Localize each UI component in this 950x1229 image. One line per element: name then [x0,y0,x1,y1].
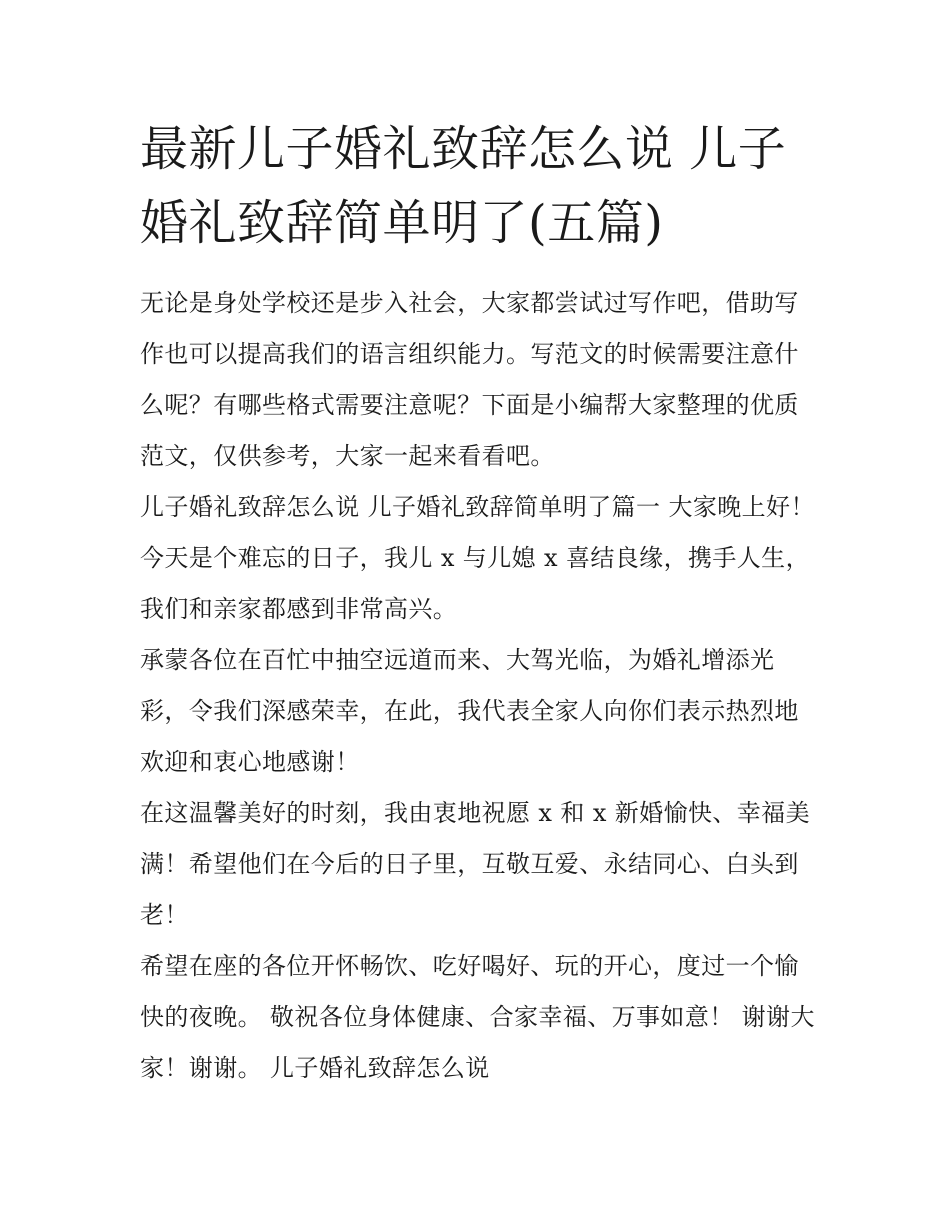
paragraph-intro: 无论是身处学校还是步入社会，大家都尝试过写作吧，借助写作也可以提高我们的语言组织能力。写范文的时候需要注意什么呢？有哪些格式需要注意呢？下面是小编帮大家整理的优质范文，仅供参考，大家一起来看看吧。 [140,289,799,470]
document-title: 最新儿子婚礼致辞怎么说 儿子婚礼致辞简单明了(五篇) [140,121,787,251]
paragraph-greeting: 儿子婚礼致辞怎么说 儿子婚礼致辞简单明了篇一 大家晚上好！ 今天是个难忘的日子，我儿 x 与儿媳 x 喜结良缘，携手人生，我们和亲家都感到非常高兴。 [140,493,815,623]
paragraph-wishes: 在这温馨美好的时刻，我由衷地祝愿 x 和 x 新婚愉快、幸福美满！希望他们在今后的日子里，互敬互爱、永结同心、白头到老！ [140,799,810,929]
paragraph-closing: 希望在座的各位开怀畅饮、吃好喝好、玩的开心，度过一个愉快的夜晚。 敬祝各位身体健康、合家幸福、万事如意！ 谢谢大家！谢谢。 儿子婚礼致辞怎么说 [140,952,815,1082]
paragraph-thanks: 承蒙各位在百忙中抽空远道而来、大驾光临，为婚礼增添光彩，令我们深感荣幸，在此，我代表全家人向你们表示热烈地欢迎和衷心地感谢！ [140,646,799,776]
document-page [140,112,815,1094]
document-body [140,278,815,1094]
